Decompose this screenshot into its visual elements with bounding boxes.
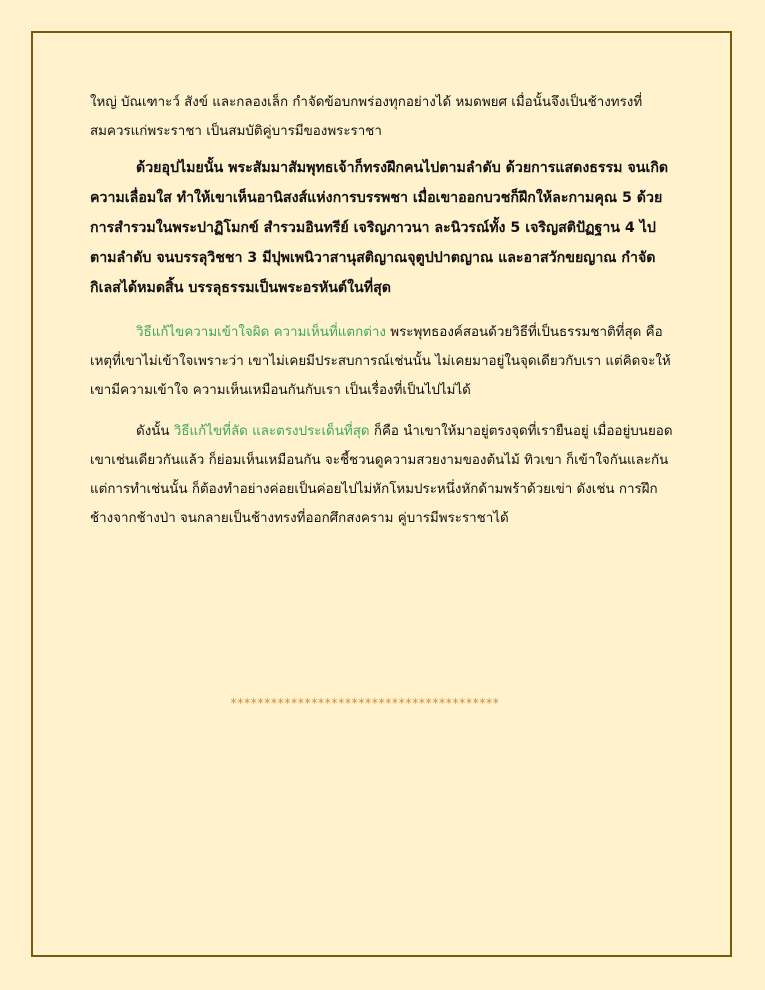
- section-separator: ****************************************: [230, 696, 499, 710]
- paragraph-2: ด้วยอุปไมยนั้น พระสัมมาสัมพุทธเจ้าก็ทรงฝึกคนไปตามลำดับ ด้วยการแสดงธรรม จนเกิดความเลื่อมใส ทำให้เขาเห็นอานิสงส์แห่งการบรรพชา เมื่อเขาออกบวชก็ฝึกให้ละกามคุณ 5 ด้วยการสำรวมในพระปาฏิโมกข์ สำรวมอินทรีย์ เจริญภาวนา ละนิวรณ์ทั้ง 5 เจริญสติปัฏฐาน 4 ไปตามลำดับ จนบรรลุวิชชา 3 มีปุพเพนิวาสานุสติญาณจุตูปปาตญาณ และอาสวักขยญาณ กำจัดกิเลสได้หมดสิ้น บรรลุธรรมเป็นพระอรหันต์ในที่สุด: [90, 160, 669, 296]
- paragraph-1: ใหญ่ บัณเฑาะว์ สังข์ และกลองเล็ก กำจัดข้อบกพร่องทุกอย่างได้ หมดพยศ เมื่อนั้นจึงเป็นช้างทรงที่สมควรแก่พระราชา เป็นสมบัติคู่บารมีของพระราชา: [90, 95, 643, 139]
- paragraph-4-lead: ดังนั้น: [136, 424, 174, 439]
- paragraph-4: [90, 417, 680, 533]
- paragraph-4-highlight: วิธีแก้ไขที่ลัด และตรงประเด็นที่สุด: [173, 424, 370, 439]
- paragraph-3-highlight: วิธีแก้ไขความเข้าใจผิด ความเห็นที่แตกต่าง: [136, 325, 386, 340]
- paragraph-3-text: พระพุทธองค์สอนด้วยวิธีที่เป็นธรรมชาติที่สุด คือ เหตุที่เขาไม่เข้าใจเพราะว่า เขาไม่เคยมีประสบการณ์เช่นนั้น ไม่เคยมาอยู่ในจุดเดียวกับเรา แต่คิดจะให้เขามีความเข้าใจ ความเห็นเหมือนกันกับเรา เป็นเรื่องที่เป็นไปไม่ได้: [90, 325, 671, 398]
- paragraph-4-text: ก็คือ นำเขาให้มาอยู่ตรงจุดที่เรายืนอยู่ เมื่ออยู่บนยอดเขาเช่นเดียวกันแล้ว ก็ย่อมเห็นเหมือนกัน จะชี้ชวนดูความสวยงามของต้นไม้ ทิวเขา ก็เข้าใจกันและกัน แต่การทำเช่นนั้น ก็ต้องทำอย่างค่อยเป็นค่อยไปไม่หักโหมประหนึ่งหักด้ามพร้าด้วยเข่า ดังเช่น การฝึกช้างจากช้างป่า จนกลายเป็นช้างทรงที่ออกศึกสงคราม คู่บารมีพระราชาได้: [90, 424, 673, 526]
- paragraph-3: [90, 318, 680, 405]
- document-body: [90, 88, 680, 533]
